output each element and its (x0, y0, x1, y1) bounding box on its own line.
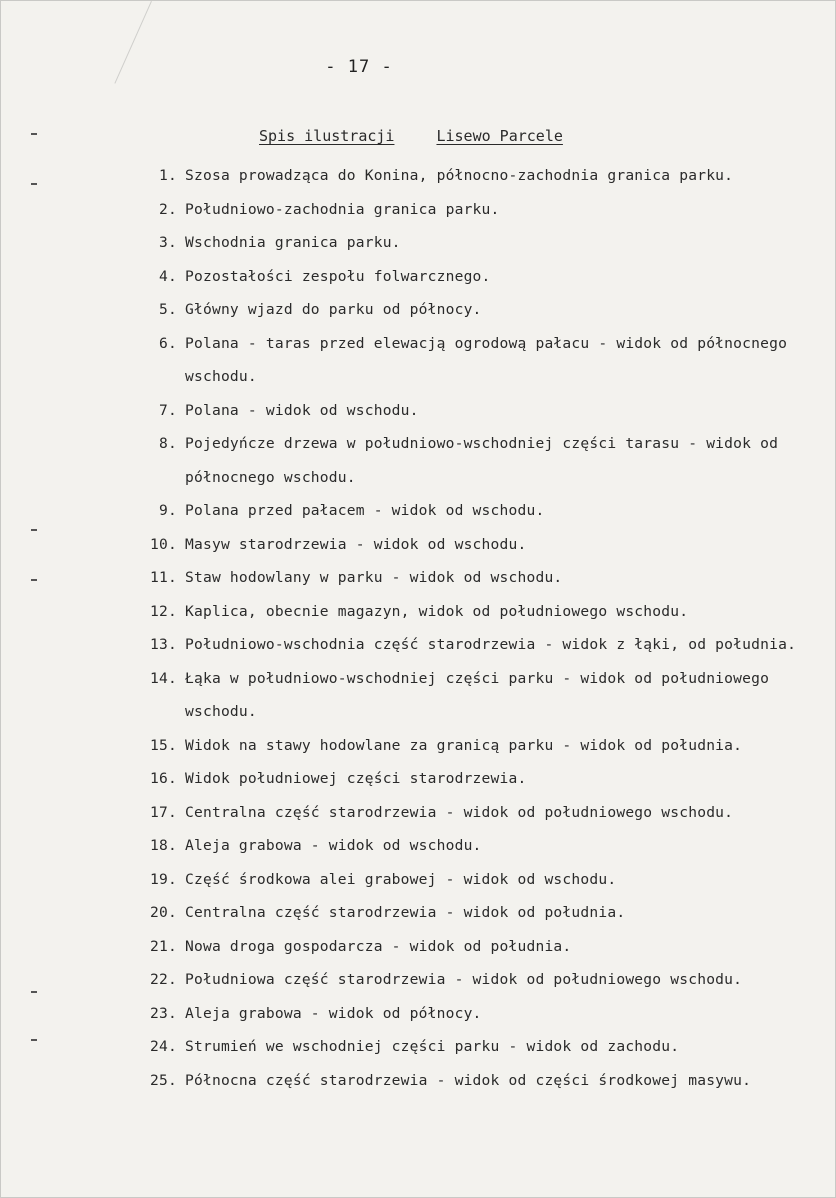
item-number: 21. (150, 937, 177, 955)
item-number: 19. (150, 870, 177, 888)
item-caption: Wschodnia granica parku. (185, 234, 401, 251)
list-item (145, 997, 825, 1031)
binding-tick-mark (31, 529, 37, 531)
list-item (145, 930, 825, 964)
list-item (145, 628, 825, 662)
list-item (145, 896, 825, 930)
item-number: 13. (150, 636, 177, 653)
item-caption: Kaplica, obecnie magazyn, widok od południowego wschodu. (185, 602, 689, 620)
item-caption: Polana - widok od wschodu. (185, 401, 419, 419)
item-caption: Południowo-wschodnia część starodrzewia - widok z łąki, od południa. (185, 636, 797, 653)
item-number: 20. (150, 904, 177, 921)
item-number: 6. (159, 334, 177, 352)
item-caption: Widok południowej części starodrzewia. (185, 770, 527, 787)
item-number: 11. (150, 569, 177, 586)
item-caption: Szosa prowadząca do Konina, północno-zachodnia granica parku. (185, 167, 734, 184)
list-item (145, 394, 825, 428)
item-number: 15. (150, 736, 177, 754)
item-number: 3. (159, 234, 177, 251)
list-item (145, 528, 825, 562)
item-number: 24. (150, 1038, 177, 1055)
list-item (145, 829, 825, 863)
item-number: 8. (159, 435, 177, 452)
list-item (145, 662, 825, 729)
list-item (145, 427, 825, 494)
item-number: 17. (150, 803, 177, 821)
binding-tick-mark (31, 133, 37, 135)
item-number: 14. (150, 669, 177, 687)
list-item (145, 863, 825, 897)
binding-tick-mark (31, 1039, 37, 1041)
page-number: - 17 - (325, 57, 393, 77)
item-number: 25. (150, 1071, 177, 1089)
list-item (145, 159, 825, 193)
item-number: 16. (150, 770, 177, 787)
item-caption: Północna część starodrzewia - widok od części środkowej masywu. (185, 1071, 752, 1089)
item-caption: Nowa droga gospodarcza - widok od południa. (185, 937, 572, 955)
list-item (145, 293, 825, 327)
list-item (145, 260, 825, 294)
list-item (145, 327, 825, 394)
item-caption: Pozostałości zespołu folwarcznego. (185, 267, 491, 285)
list-item (145, 561, 825, 595)
binding-tick-mark (31, 579, 37, 581)
list-item (145, 762, 825, 796)
list-item (145, 729, 825, 763)
list-item (145, 796, 825, 830)
item-caption: Polana - taras przed elewacją ogrodową pałacu - widok od północnego wschodu. (185, 334, 788, 385)
list-item (145, 193, 825, 227)
list-item (145, 494, 825, 528)
illustration-list (145, 159, 825, 1097)
item-caption: Centralna część starodrzewia - widok od południowego wschodu. (185, 803, 734, 821)
item-caption: Masyw starodrzewia - widok od wschodu. (185, 535, 527, 553)
item-caption: Część środkowa alei grabowej - widok od wschodu. (185, 870, 617, 888)
binding-tick-mark (31, 991, 37, 993)
item-number: 22. (150, 971, 177, 988)
item-caption: Polana przed pałacem - widok od wschodu. (185, 502, 545, 519)
item-number: 9. (159, 502, 177, 519)
item-caption: Centralna część starodrzewia - widok od południa. (185, 904, 626, 921)
list-item (145, 963, 825, 997)
heading-title: Spis ilustracji (259, 127, 395, 145)
item-number: 12. (150, 602, 177, 620)
item-number: 4. (159, 267, 177, 285)
list-heading (259, 127, 563, 145)
binding-tick-mark (31, 183, 37, 185)
item-number: 23. (150, 1004, 177, 1022)
item-caption: Widok na stawy hodowlane za granicą parku - widok od południa. (185, 736, 743, 754)
list-item (145, 1030, 825, 1064)
item-number: 1. (159, 167, 177, 184)
item-caption: Południowo-zachodnia granica parku. (185, 200, 500, 218)
item-number: 5. (159, 301, 177, 318)
item-caption: Południowa część starodrzewia - widok od południowego wschodu. (185, 971, 743, 988)
list-item (145, 595, 825, 629)
item-caption: Pojedyńcze drzewa w południowo-wschodniej części tarasu - widok od północnego wschodu. (185, 435, 779, 486)
item-caption: Główny wjazd do parku od północy. (185, 301, 482, 318)
item-number: 18. (150, 837, 177, 854)
item-caption: Łąka w południowo-wschodniej części parku - widok od południowego wschodu. (185, 669, 770, 720)
item-caption: Staw hodowlany w parku - widok od wschodu. (185, 569, 563, 586)
item-caption: Strumień we wschodniej części parku - widok od zachodu. (185, 1038, 680, 1055)
item-number: 10. (150, 535, 177, 553)
item-caption: Aleja grabowa - widok od wschodu. (185, 837, 482, 854)
item-number: 7. (159, 401, 177, 419)
list-item (145, 1064, 825, 1098)
item-number: 2. (159, 200, 177, 218)
item-caption: Aleja grabowa - widok od północy. (185, 1004, 482, 1022)
heading-location: Lisewo Parcele (436, 127, 563, 145)
list-item (145, 226, 825, 260)
